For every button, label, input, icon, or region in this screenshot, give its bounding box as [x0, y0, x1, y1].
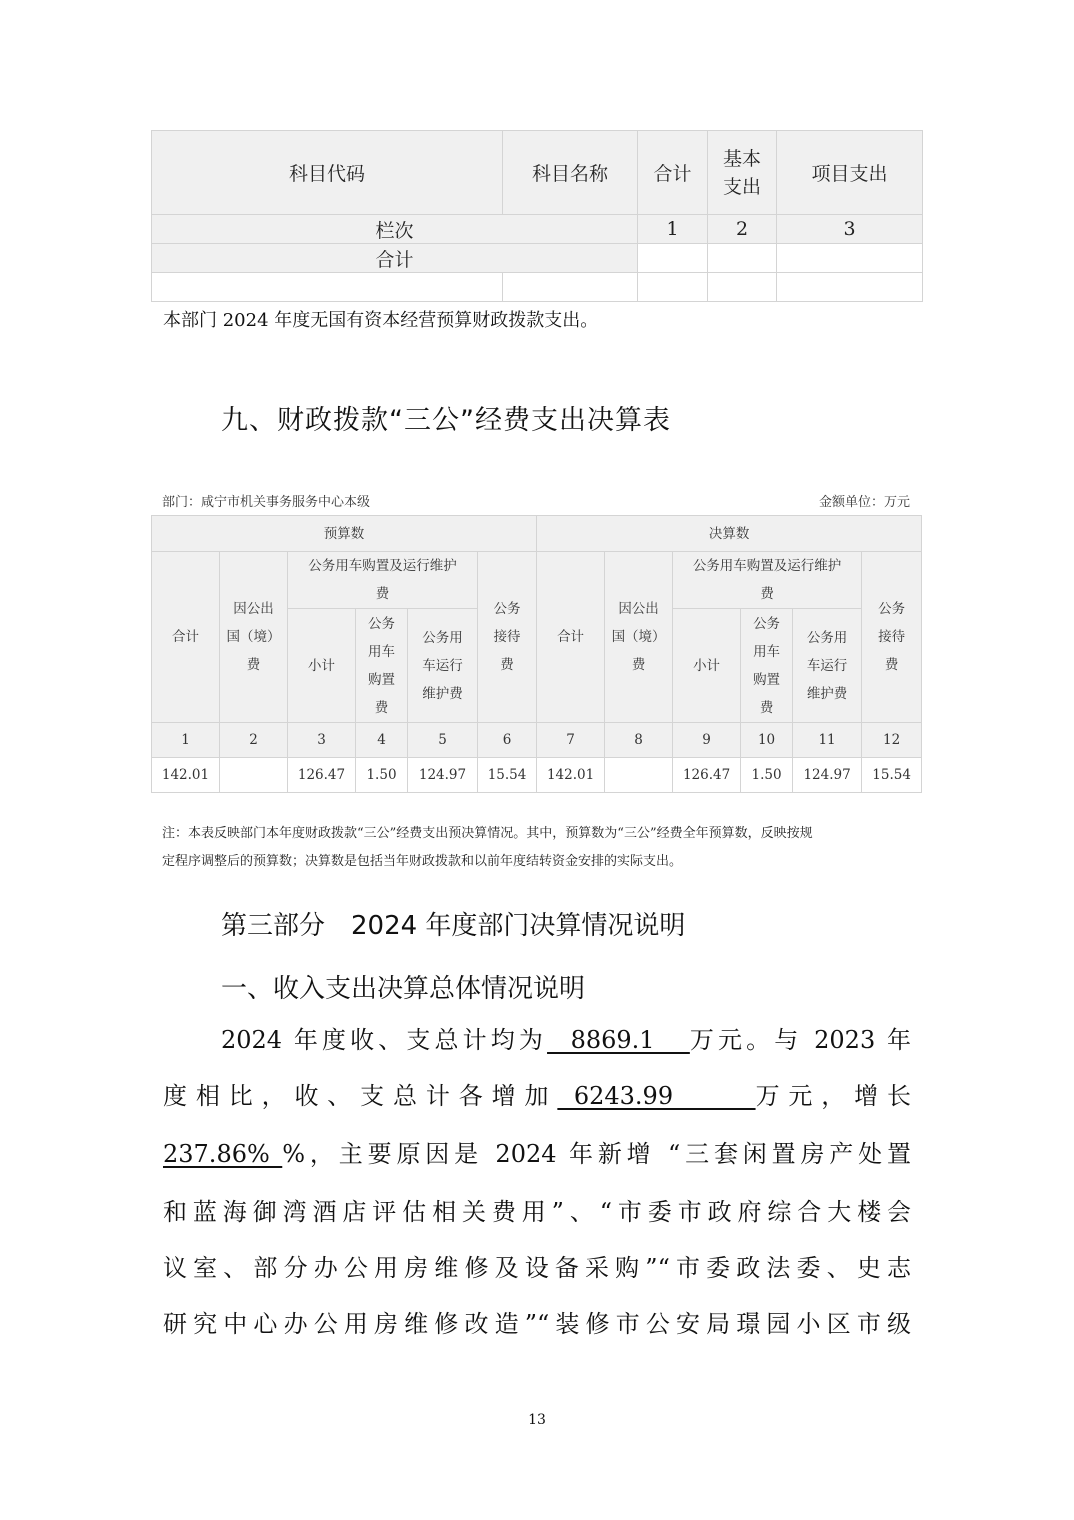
value-cell: 126.47	[673, 758, 741, 793]
unit-label: 金额单位：万元	[818, 495, 910, 510]
total-cell	[708, 244, 777, 273]
table-note: 注：本表反映部门本年度财政拨款“三公”经费支出预决算情况。其中，预算数为“三公”经费全年预算数，反映按规 定程序调整后的预算数；决算数是包括当年财政拨款和以前年度结转资金安排的实际支出。	[162, 826, 813, 869]
value-cell: 124.97	[793, 758, 862, 793]
page-number: 13	[528, 1412, 546, 1428]
value-row	[152, 758, 922, 793]
value-cell: 126.47	[288, 758, 356, 793]
h-vehicle-group: 公务用车购置及运行维护 费	[288, 552, 478, 609]
h-subtotal: 小计	[673, 609, 741, 723]
paragraph-line: 研究中心办公用房维修改造”“装修市公安局璟园小区市级	[163, 1310, 911, 1338]
group-budget: 预算数	[152, 516, 537, 552]
growth-rate: 237.86%	[163, 1140, 283, 1168]
header-name: 科目名称	[503, 131, 638, 215]
h-abroad: 因公出 国（境） 费	[605, 552, 673, 723]
h-abroad: 因公出 国（境） 费	[220, 552, 288, 723]
h-reception: 公务 接待 费	[862, 552, 922, 723]
part-3-title: 第三部分 2024 年度部门决算情况说明	[221, 911, 686, 941]
empty-cell	[152, 273, 503, 302]
h-vehicle-operation: 公务用 车运行 维护费	[408, 609, 478, 723]
value-cell: 142.01	[152, 758, 220, 793]
h-vehicle-group: 公务用车购置及运行维护 费	[673, 552, 862, 609]
column-number: 1	[152, 723, 220, 758]
h-total: 合计	[537, 552, 605, 723]
value-cell: 1.50	[356, 758, 408, 793]
value-cell: 1.50	[741, 758, 793, 793]
header-total: 合计	[638, 131, 708, 215]
col-num-3: 3	[777, 215, 923, 244]
h-total: 合计	[152, 552, 220, 723]
h-vehicle-purchase: 公务 用车 购置 费	[356, 609, 408, 723]
empty-cell	[708, 273, 777, 302]
total-cell	[777, 244, 923, 273]
increase-amount: 6243.99	[557, 1082, 756, 1110]
column-number: 2	[220, 723, 288, 758]
h-vehicle-operation: 公务用 车运行 维护费	[793, 609, 862, 723]
value-cell	[605, 758, 673, 793]
section-1-title: 一、收入支出决算总体情况说明	[221, 974, 586, 1004]
empty-cell	[777, 273, 923, 302]
header-basic: 基本 支出	[708, 131, 777, 215]
empty-cell	[638, 273, 708, 302]
col-num-2: 2	[708, 215, 777, 244]
column-number: 3	[288, 723, 356, 758]
header-code: 科目代码	[152, 131, 503, 215]
group-final: 决算数	[537, 516, 922, 552]
paragraph-line: 237.86% %，主要原因是 2024 年新增 “三套闲置房产处置	[163, 1140, 911, 1168]
value-cell: 15.54	[478, 758, 537, 793]
total-amount: 8869.1	[547, 1026, 690, 1054]
column-number: 12	[862, 723, 922, 758]
empty-cell	[503, 273, 638, 302]
value-cell: 15.54	[862, 758, 922, 793]
col-num-1: 1	[638, 215, 708, 244]
column-number: 9	[673, 723, 741, 758]
total-cell	[638, 244, 708, 273]
state-capital-table	[151, 130, 923, 302]
column-number: 11	[793, 723, 862, 758]
header-project: 项目支出	[777, 131, 923, 215]
department-label: 部门：咸宁市机关事务服务中心本级	[162, 495, 371, 510]
column-number: 4	[356, 723, 408, 758]
value-cell: 124.97	[408, 758, 478, 793]
three-public-expenses-table	[151, 515, 922, 793]
h-reception: 公务 接待 费	[478, 552, 537, 723]
total-label: 合计	[152, 244, 638, 273]
paragraph-line: 议室、部分办公用房维修及设备采购”“市委政法委、史志	[163, 1254, 911, 1282]
h-vehicle-purchase: 公务 用车 购置 费	[741, 609, 793, 723]
paragraph-line: 和蓝海御湾酒店评估相关费用”、“市委市政府综合大楼会	[163, 1198, 911, 1226]
column-number: 10	[741, 723, 793, 758]
row-label: 栏次	[152, 215, 638, 244]
value-cell	[220, 758, 288, 793]
column-number: 5	[408, 723, 478, 758]
column-number-row	[152, 723, 922, 758]
column-number: 7	[537, 723, 605, 758]
column-number: 6	[478, 723, 537, 758]
column-number: 8	[605, 723, 673, 758]
h-subtotal: 小计	[288, 609, 356, 723]
value-cell: 142.01	[537, 758, 605, 793]
paragraph-line: 度相比，收、支总计各增加 6243.99 万元，增长	[163, 1082, 912, 1110]
paragraph-line: 2024 年度收、支总计均为 8869.1 万元。与 2023 年	[221, 1026, 911, 1054]
note-no-state-capital: 本部门 2024 年度无国有资本经营预算财政拨款支出。	[163, 310, 599, 331]
section-9-title: 九、财政拨款“三公”经费支出决算表	[221, 405, 671, 436]
